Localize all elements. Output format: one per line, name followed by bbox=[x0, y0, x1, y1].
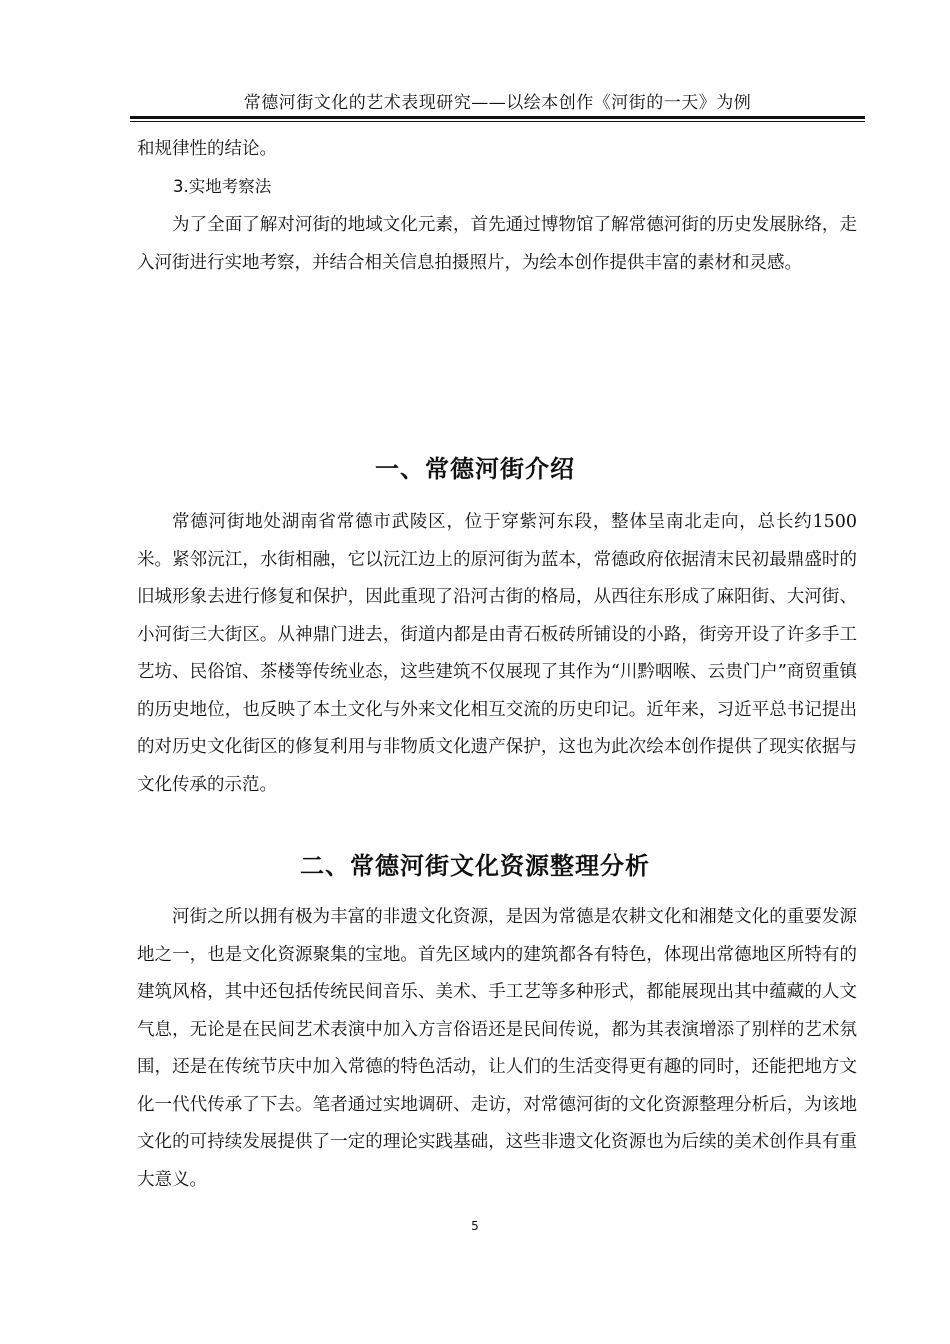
continuation-paragraph: 和规律性的结论。 bbox=[137, 139, 277, 159]
method3-heading: 3.实地考察法 bbox=[173, 177, 272, 196]
section2-title: 二、常德河街文化资源整理分析 bbox=[300, 852, 650, 880]
header-rule-thin bbox=[130, 121, 865, 122]
section2-paragraph: 河街之所以拥有极为丰富的非遗文化资源，是因为常德是农耕文化和湘楚文化的重要发源地之一，也是文化资源聚集的宝地。首先区域内的建筑都各有特色，体现出常德地区所特有的建筑风格，其中还包括传统民间音乐、美术、手工艺等多种形式，都能展现出其中蕴藏的人文气息，无论是在民间艺术表演中加入方言俗语还是民间传说，都为其表演增添了别样的艺术氛围，还是在传统节庆中加入常德的特色活动，让人们的生活变得更有趣的同时，还能把地方文化一代代传承了下去。笔者通过实地调研、走访，对常德河街的文化资源整理分析后，为该地文化的可持续发展提供了一定的理论实践基础，这些非遗文化资源也为后续的美术创作具有重大意义。 bbox=[137, 907, 857, 1190]
page-number: 5 bbox=[471, 1219, 479, 1233]
header-rule-thick bbox=[130, 116, 865, 119]
method3-paragraph: 为了全面了解对河街的地域文化元素，首先通过博物馆了解常德河街的历史发展脉络，走入河街进行实地考察，并结合相关信息拍摄照片，为绘本创作提供丰富的素材和灵感。 bbox=[137, 215, 857, 273]
section1-paragraph: 常德河街地处湖南省常德市武陵区，位于穿紫河东段，整体呈南北走向，总长约1500米。紧邻沅江，水街相融，它以沅江边上的原河街为蓝本，常德政府依据清末民初最鼎盛时的旧城形象去进行修复和保护，因此重现了沿河古街的格局，从西往东形成了麻阳街、大河街、小河街三大街区。从神鼎门进去，街道内都是由青石板砖所铺设的小路，街旁开设了许多手工艺坊、民俗馆、茶楼等传统业态，这些建筑不仅展现了其作为“川黔咽喉、云贵门户”商贸重镇的历史地位，也反映了本土文化与外来文化相互交流的历史印记。近年来，习近平总书记提出的对历史文化街区的修复利用与非物质文化遗产保护，这也为此次绘本创作提供了现实依据与文化传承的示范。 bbox=[137, 512, 857, 795]
section1-title: 一、常德河街介绍 bbox=[375, 455, 575, 483]
running-header: 常德河街文化的艺术表现研究——以绘本创作《河街的一天》为例 bbox=[243, 93, 752, 113]
